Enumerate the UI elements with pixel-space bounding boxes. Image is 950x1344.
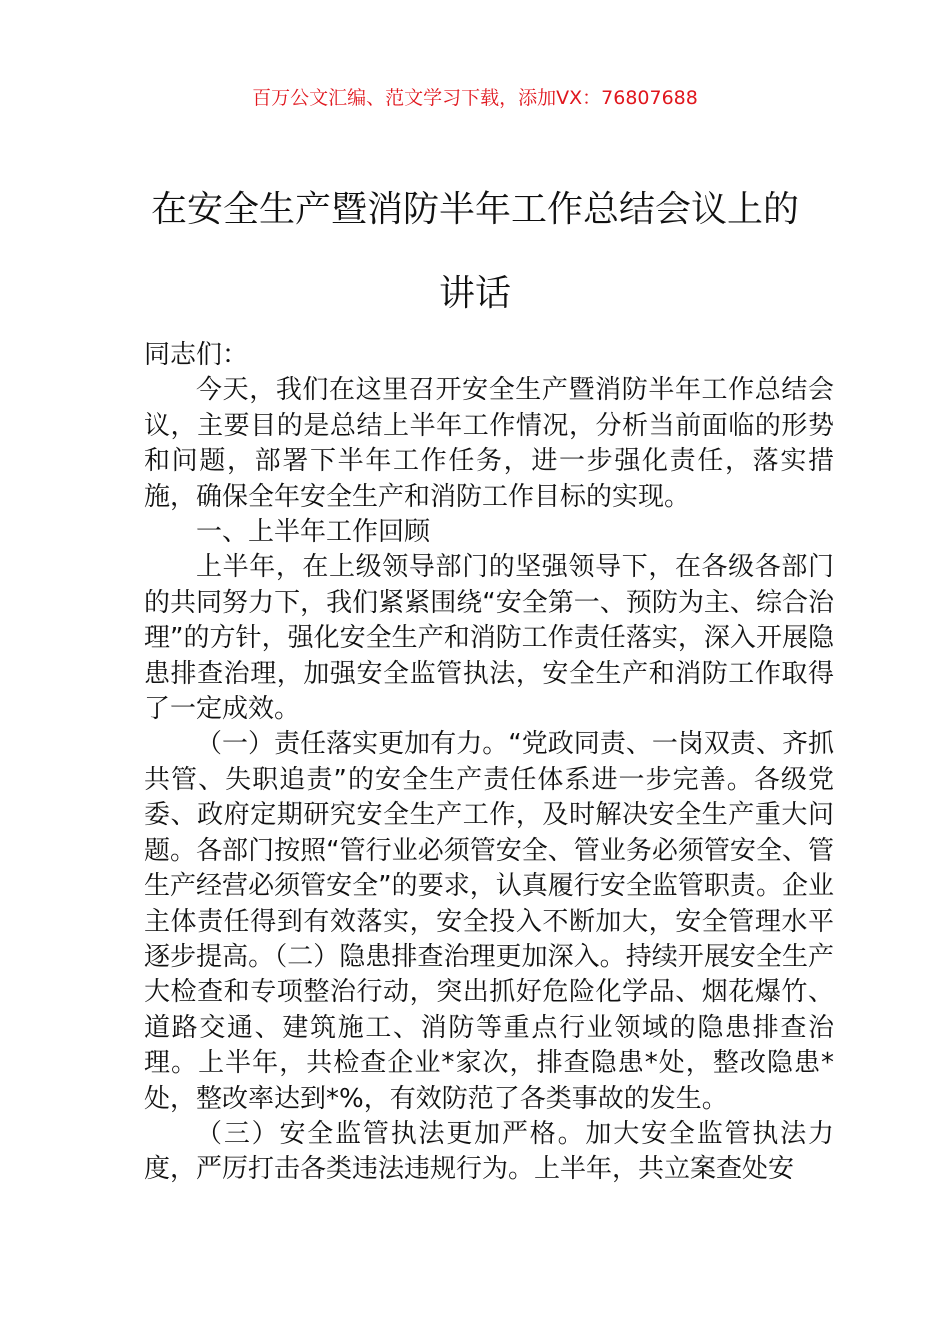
title-line-1: 在安全生产暨消防半年工作总结会议上的 xyxy=(150,189,799,230)
header-note: 百万公文汇编、范文学习下载，添加VX：76807688 xyxy=(252,87,698,109)
paragraph-intro: 今天，我们在这里召开安全生产暨消防半年工作总结会议，主要目的是总结上半年工作情况，分析当前面临的形势和问题，部署下半年工作任务，进一步强化责任，落实措施，确保全年安全生产和消防工作目标的实现。 xyxy=(144,375,834,512)
paragraph-enforcement: （三）安全监管执法更加严格。加大安全监管执法力度，严厉打击各类违法违规行为。上半年，共立案查处安 xyxy=(144,1118,834,1185)
salutation: 同志们： xyxy=(144,340,249,370)
paragraph-review: 上半年，在上级领导部门的坚强领导下，在各级各部门的共同努力下，我们紧紧围绕“安全第一、预防为主、综合治理”的方针，强化安全生产和消防工作责任落实，深入开展隐患排查治理，加强安全监管执法，安全生产和消防工作取得了一定成效。 xyxy=(144,552,834,725)
section-heading: 一、上半年工作回顾 xyxy=(196,517,431,548)
title-line-2: 讲话 xyxy=(438,273,511,314)
paragraph-responsibility: （一）责任落实更加有力。“党政同责、一岗双责、齐抓共管、失职追责”的安全生产责任体系进一步完善。各级党委、政府定期研究安全生产工作，及时解决安全生产重大问题。各部门按照“管行业必须管安全、管业务必须管安全、管生产经营必须管安全”的要求，认真履行安全监管职责。企业主体责任得到有效落实，安全投入不断加大，安全管理水平逐步提高。（二）隐患排查治理更加深入。持续开展安全生产大检查和专项整治行动，突出抓好危险化学品、烟花爆竹、道路交通、建筑施工、消防等重点行业领域的隐患排查治理。上半年，共检查企业*家次，排查隐患*处，整改隐患*处，整改率达到*%，有效防范了各类事故的发生。 xyxy=(144,729,834,1114)
document-title xyxy=(80,168,870,336)
document-body xyxy=(144,338,834,1188)
